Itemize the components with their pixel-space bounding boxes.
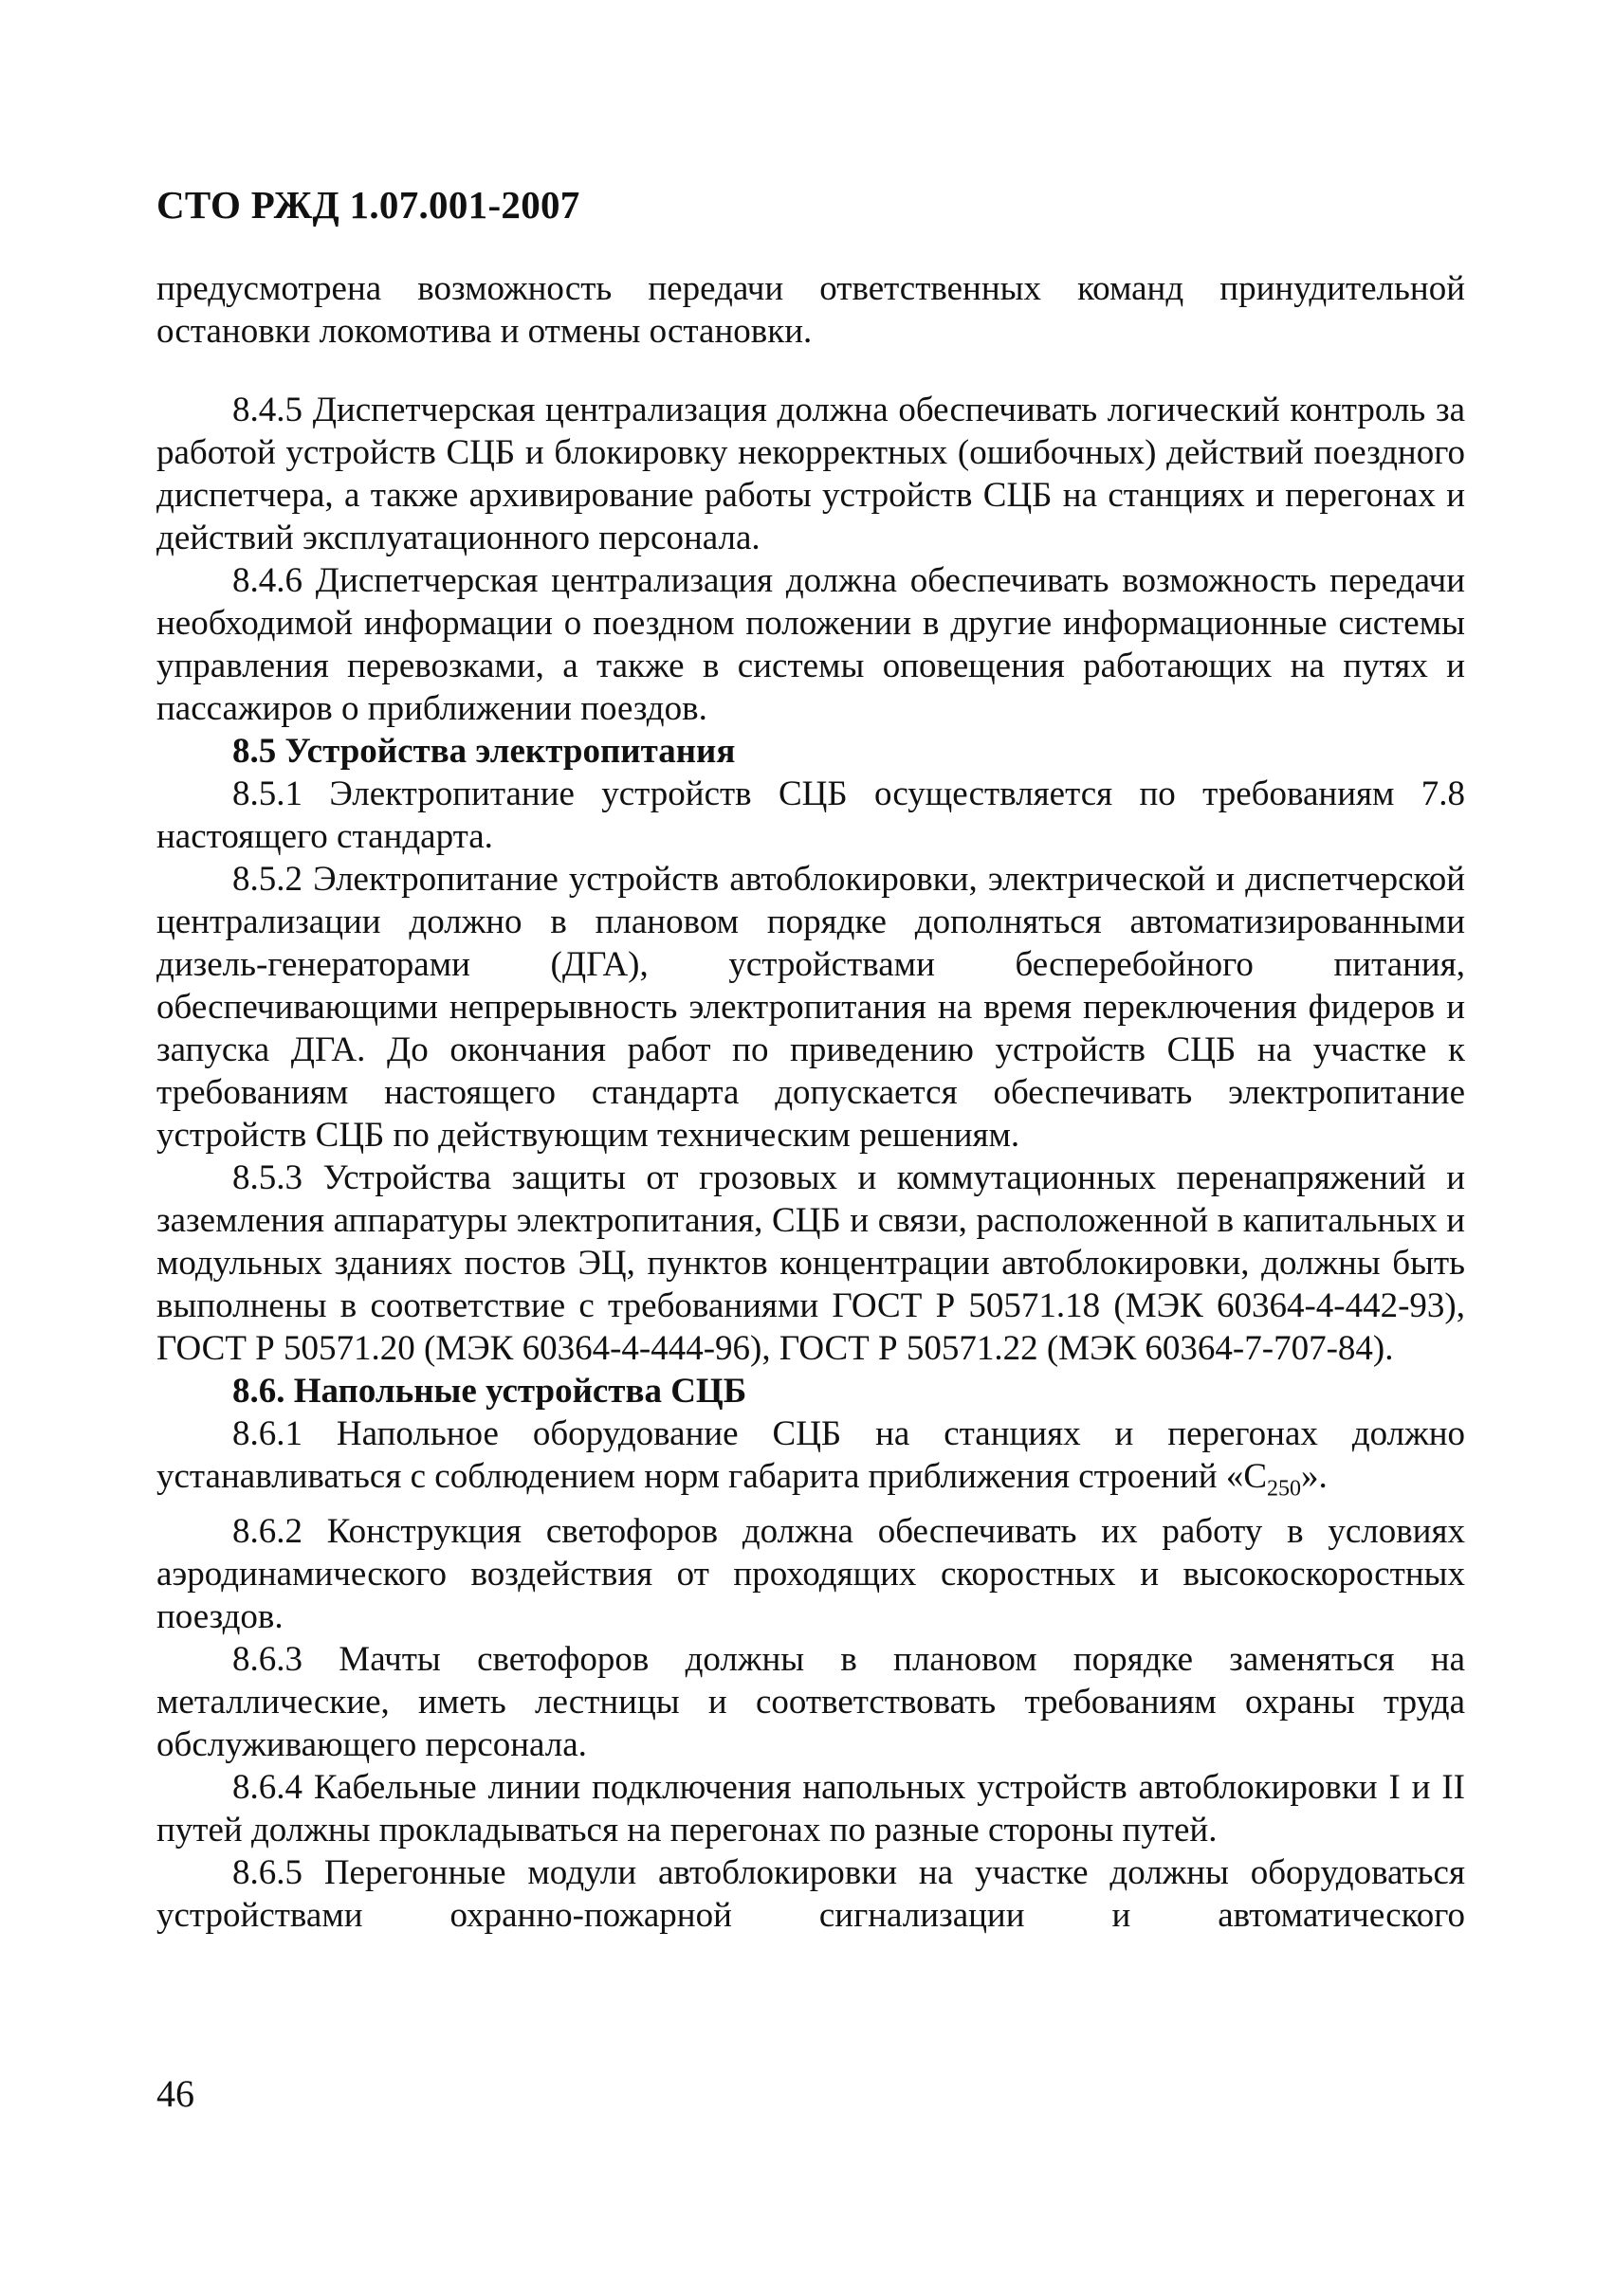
paragraph-8-6-4: 8.6.4 Кабельные линии подключения напольных устройств автоблокировки I и II путей должны прокладываться на перегонах по разные стороны путей.: [156, 1768, 1465, 1850]
document-code-header: СТО РЖД 1.07.001-2007: [156, 183, 580, 227]
section-heading-8-6: 8.6. Напольные устройства СЦБ: [232, 1372, 747, 1411]
paragraph-8-6-1-text: 8.6.1 Напольное оборудование СЦБ на станциях и перегонах должно устанавливаться с соблюдением норм габарита приближения строений «С: [156, 1414, 1465, 1496]
paragraph-8-5-1: 8.5.1 Электропитание устройств СЦБ осуществляется по требованиям 7.8 настоящего стандарта.: [156, 774, 1465, 856]
document-body: [156, 267, 1465, 1937]
paragraph-continuation: предусмотрена возможность передачи ответственных команд принудительной остановки локомотива и отмены остановки.: [156, 269, 1465, 351]
paragraph-8-6-1-end: ».: [1301, 1457, 1328, 1496]
paragraph-8-5-2: 8.5.2 Электропитание устройств автоблокировки, электрической и диспетчерской централизации должно в плановом порядке дополняться автоматизированными дизель-генераторами (ДГА), устройствами бесперебойного питания, обеспечивающими непрерывность электропитания на время переключения фидеров и запуска ДГА. До окончания работ по приведению устройств СЦБ на участке к требованиям настоящего стандарта допускается обеспечивать электропитание устройств СЦБ по действующим техническим решениям.: [156, 860, 1465, 1155]
gauge-subscript: 250: [1267, 1476, 1302, 1502]
paragraph-8-6-3: 8.6.3 Мачты светофоров должны в плановом порядке заменяться на металлические, иметь лестницы и соответствовать требованиям охраны труда обслуживающего персонала.: [156, 1640, 1465, 1765]
paragraph-8-5-3: 8.5.3 Устройства защиты от грозовых и коммутационных перенапряжений и заземления аппаратуры электропитания, СЦБ и связи, расположенной в капитальных и модульных зданиях постов ЭЦ, пунктов концентрации автоблокировки, должны быть выполнены в соответствие с требованиями ГОСТ Р 50571.18 (МЭК 60364-4-442-93), ГОСТ Р 50571.20 (МЭК 60364-4-444-96), ГОСТ Р 50571.22 (МЭК 60364-7-707-84).: [156, 1158, 1465, 1368]
section-heading-8-5: 8.5 Устройства электропитания: [232, 732, 736, 771]
paragraph-8-6-1: [156, 1412, 1465, 1510]
paragraph-8-6-5: 8.6.5 Перегонные модули автоблокировки на участке должны оборудоваться устройствами охранно-пожарной сигнализации и автоматического: [156, 1853, 1465, 1936]
paragraph-8-6-2: 8.6.2 Конструкция светофоров должна обеспечивать их работу в условиях аэродинамического воздействия от проходящих скоростных и высокоскоростных поездов.: [156, 1512, 1465, 1637]
page-number: 46: [156, 2072, 194, 2115]
paragraph-8-4-6: 8.4.6 Диспетчерская централизация должна обеспечивать возможность передачи необходимой информации о поездном положении в другие информационные системы управления перевозками, а также в системы оповещения работающих на путях и пассажиров о приближении поездов.: [156, 561, 1465, 728]
paragraph-8-4-5: 8.4.5 Диспетчерская централизация должна обеспечивать логический контроль за работой устройств СЦБ и блокировку некорректных (ошибочных) действий поездного диспетчера, а также архивирование работы устройств СЦБ на станциях и перегонах и действий эксплуатационного персонала.: [156, 391, 1465, 557]
